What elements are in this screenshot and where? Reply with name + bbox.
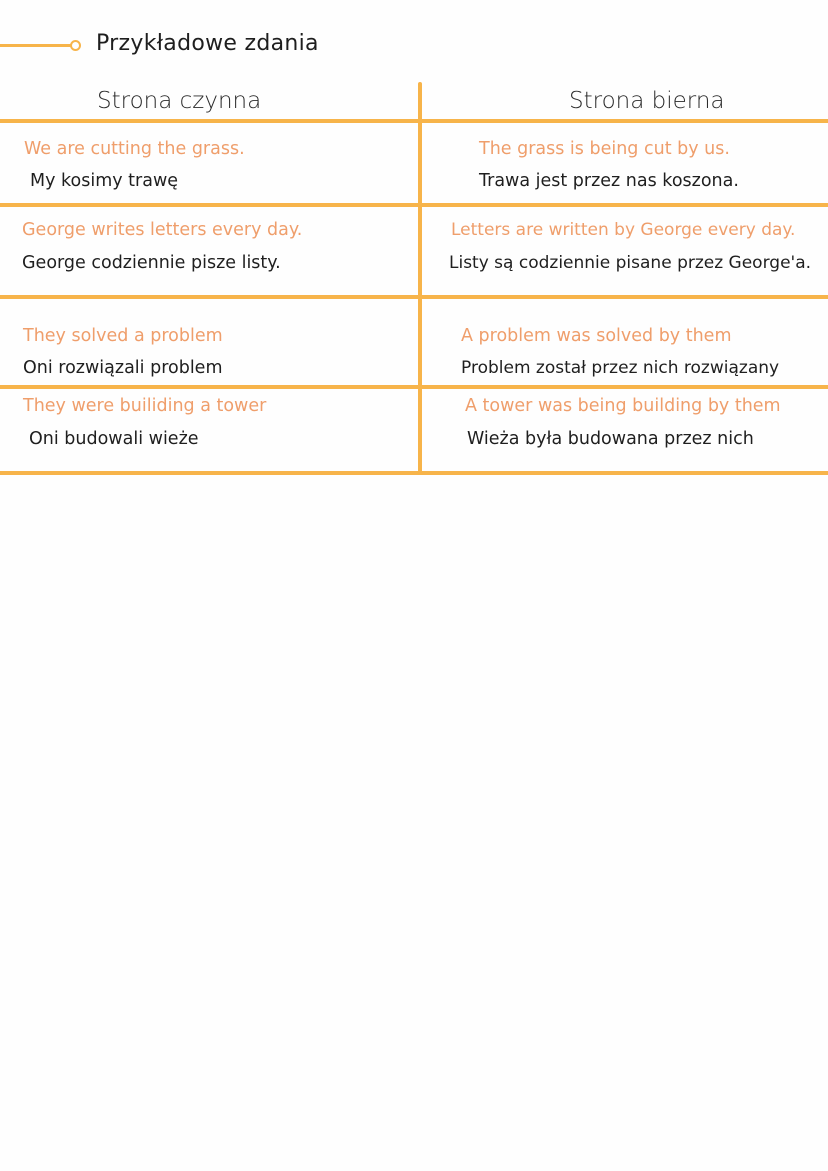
active-polish-sentence: Oni budowali wieże [29,429,199,449]
active-english-sentence: They were builiding a tower [23,396,267,416]
row-divider [0,385,828,389]
passive-polish-sentence: Trawa jest przez nas koszona. [479,171,739,191]
passive-polish-sentence: Wieża była budowana przez nich [467,429,754,449]
column-divider [418,82,422,474]
active-polish-sentence: Oni rozwiązali problem [23,358,223,378]
passive-english-sentence: A tower was being building by them [465,396,781,416]
header-passive: Strona bierna [569,88,725,114]
active-english-sentence: We are cutting the grass. [24,139,245,159]
row-divider [0,471,828,475]
active-english-sentence: George writes letters every day. [22,220,303,240]
active-polish-sentence: George codziennie pisze listy. [22,253,281,273]
row-divider [0,203,828,207]
title-connector-line [0,44,72,47]
row-divider [0,295,828,299]
passive-polish-sentence: Listy są codziennie pisane przez George'a. [449,253,812,273]
passive-english-sentence: Letters are written by George every day. [451,220,796,240]
passive-english-sentence: A problem was solved by them [461,326,732,346]
title-bullet-icon [70,40,81,51]
active-polish-sentence: My kosimy trawę [30,171,179,191]
active-english-sentence: They solved a problem [23,326,223,346]
header-active: Strona czynna [97,88,262,114]
passive-english-sentence: The grass is being cut by us. [479,139,730,159]
row-divider [0,119,828,123]
passive-polish-sentence: Problem został przez nich rozwiązany [461,358,780,378]
page-title: Przykładowe zdania [96,31,319,56]
